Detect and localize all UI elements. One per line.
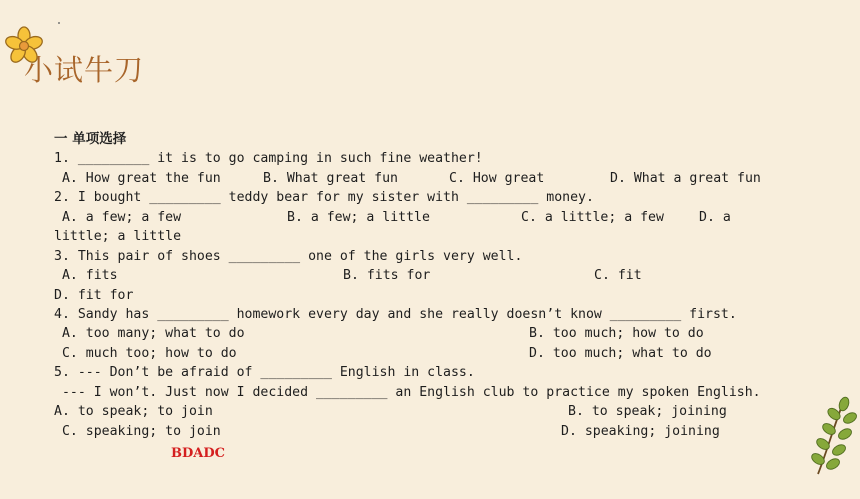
leaf-branch-icon	[808, 394, 860, 478]
option-b: B. What great fun	[263, 170, 398, 186]
option-c: C. How great	[449, 170, 545, 186]
question-line	[54, 149, 814, 168]
option-a: A. too many; what to do	[54, 326, 245, 342]
option-b: B. fits for	[343, 268, 431, 284]
option-b: B. to speak; joining	[568, 404, 727, 420]
exercise-content	[54, 130, 814, 441]
option-c: C. much too; how to do	[54, 345, 237, 361]
option-c: C. speaking; to join	[54, 423, 221, 439]
options-line	[54, 324, 814, 343]
option-d: D. What a great fun	[610, 170, 761, 186]
option-d: D. speaking; joining	[561, 423, 720, 439]
option-a: A. How great the fun	[54, 170, 221, 186]
question-line	[54, 383, 814, 402]
option-d: D. fit for	[54, 287, 134, 303]
option-b: B. too much; how to do	[529, 326, 704, 342]
option-d: D. too much; what to do	[529, 345, 712, 361]
question-text: 2. I bought _________ teddy bear for my sister with _________ money.	[54, 190, 594, 206]
question-line	[54, 305, 814, 324]
dot-mark	[58, 22, 60, 24]
options-line	[54, 286, 814, 305]
question-text: 3. This pair of shoes _________ one of the girls very well.	[54, 248, 523, 264]
question-line	[54, 363, 814, 382]
question-text: 4. Sandy has _________ homework every day and she really doesn’t know _________ first.	[54, 306, 737, 322]
option-b: B. a few; a little	[287, 209, 430, 225]
option-a: A. fits	[54, 268, 118, 284]
question-line	[54, 247, 814, 266]
options-line	[54, 344, 814, 363]
option-c: C. fit	[594, 268, 642, 284]
question-text: --- I won’t. Just now I decided _________ an English club to practice my spoken English.	[54, 384, 761, 400]
question-text: 5. --- Don’t be afraid of _________ English in class.	[54, 365, 475, 381]
options-line	[54, 402, 814, 421]
option-a: A. a few; a few	[54, 209, 182, 225]
options-line	[54, 266, 814, 285]
option-d: D. a	[699, 209, 731, 225]
slide-title: 小试牛刀	[24, 53, 145, 87]
option-a: A. to speak; to join	[54, 404, 213, 420]
option-c: C. a little; a few	[521, 209, 664, 225]
question-text: 1. _________ it is to go camping in such fine weather!	[54, 151, 483, 167]
answer-key: BDADC	[171, 446, 225, 461]
options-line	[54, 208, 814, 227]
options-continuation	[54, 227, 814, 246]
section-heading: 一 单项选择	[54, 131, 127, 147]
options-line	[54, 422, 814, 441]
option-d-continued: little; a little	[54, 229, 182, 245]
options-line	[54, 169, 814, 188]
question-line	[54, 188, 814, 207]
